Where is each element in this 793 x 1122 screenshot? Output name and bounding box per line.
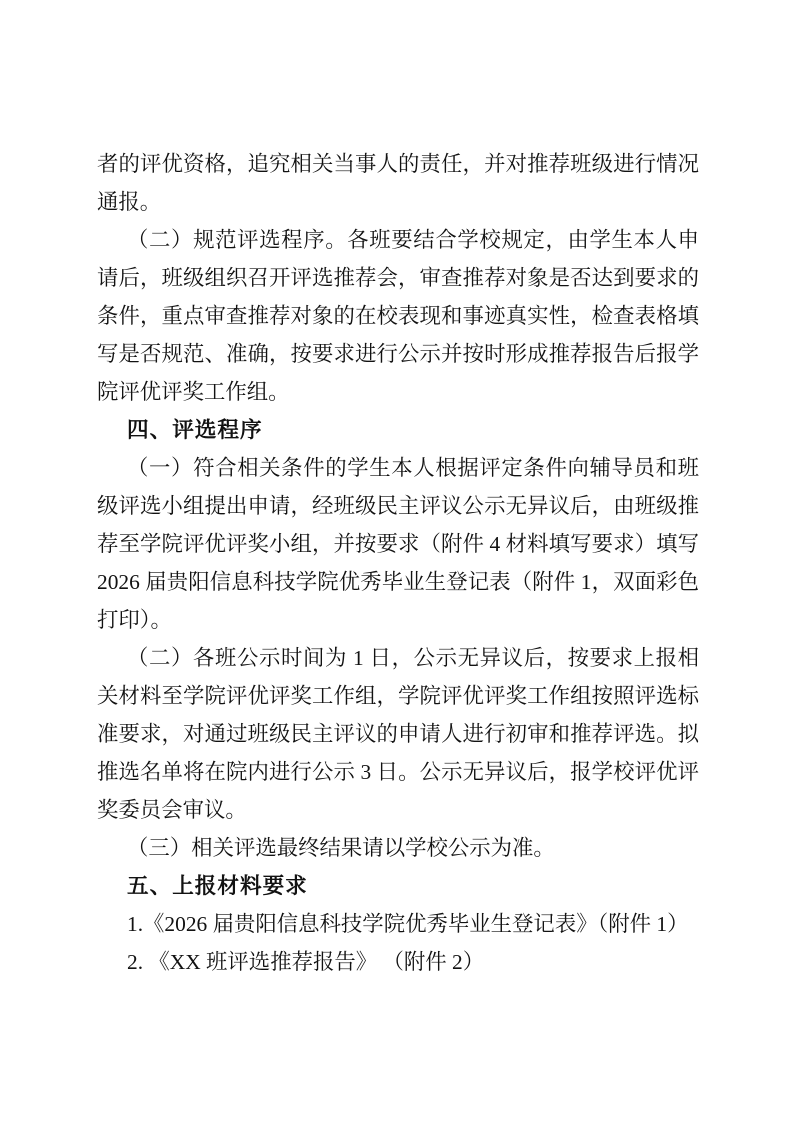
section-heading-block	[97, 867, 699, 905]
text-line: 2. 《XX 班评选推荐报告》 （附件 2）	[127, 950, 485, 974]
text-line: 奖委员会审议。	[97, 798, 247, 822]
text-line: 请后，班级组织召开评选推荐会，审查推荐对象是否达到要求的	[97, 266, 699, 290]
section-heading-block	[97, 411, 699, 449]
text-line: 写是否规范、准确，按要求进行公示并按时形成推荐报告后报学	[97, 342, 699, 366]
text-line: （一）符合相关条件的学生本人根据评定条件向辅导员和班	[127, 456, 699, 480]
text-line: （二）各班公示时间为 1 日，公示无异议后，按要求上报相	[127, 646, 699, 670]
text-line: 荐至学院评优评奖小组，并按要求（附件 4 材料填写要求）填写	[97, 532, 699, 556]
text-line: 2026 届贵阳信息科技学院优秀毕业生登记表（附件 1，双面彩色	[97, 570, 699, 594]
paragraph-block	[97, 829, 699, 867]
paragraph-block	[97, 145, 699, 221]
text-line: 1.《2026 届贵阳信息科技学院优秀毕业生登记表》（附件 1）	[127, 912, 689, 936]
text-line: 关材料至学院评优评奖工作组，学院评优评奖工作组按照评选标	[97, 684, 699, 708]
section-heading: 四、评选程序	[127, 417, 263, 442]
paragraph-block	[97, 221, 699, 411]
text-line: 推选名单将在院内进行公示 3 日。公示无异议后，报学校评优评	[97, 760, 699, 784]
section-heading: 五、上报材料要求	[127, 873, 308, 898]
text-line: （三）相关评选最终结果请以学校公示为准。	[127, 836, 555, 860]
list-item-block	[97, 905, 699, 943]
paragraph-block	[97, 449, 699, 639]
document-content	[97, 145, 699, 981]
text-line: （二）规范评选程序。各班要结合学校规定，由学生本人申	[127, 228, 699, 252]
paragraph-block	[97, 639, 699, 829]
text-line: 准要求，对通过班级民主评议的申请人进行初审和推荐评选。拟	[97, 722, 699, 746]
text-line: 级评选小组提出申请，经班级民主评议公示无异议后，由班级推	[97, 494, 699, 518]
text-line: 条件，重点审查推荐对象的在校表现和事迹真实性，检查表格填	[97, 304, 699, 328]
text-line: 院评优评奖工作组。	[97, 380, 290, 404]
text-line: 打印）。	[97, 608, 172, 632]
text-line: 通报。	[97, 190, 162, 214]
text-line: 者的评优资格，追究相关当事人的责任，并对推荐班级进行情况	[97, 152, 699, 176]
list-item-block	[97, 943, 699, 981]
